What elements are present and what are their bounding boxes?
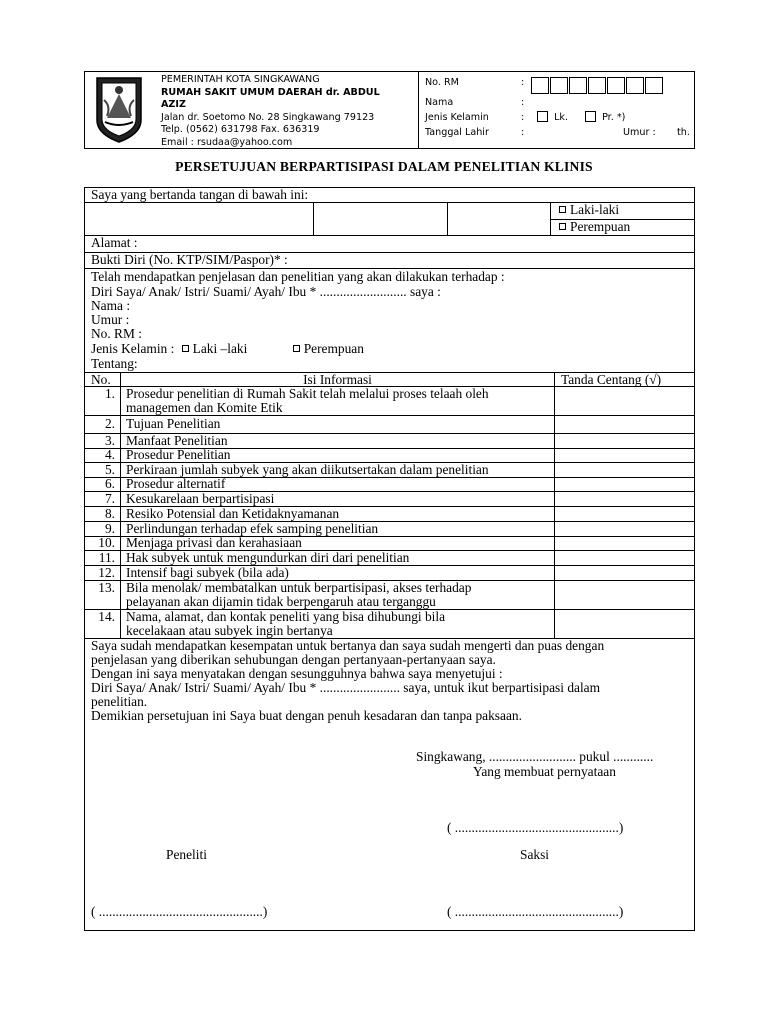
org-phone: Telp. (0562) 631798 Fax. 636319 <box>161 124 320 136</box>
subject-umur: Umur : <box>91 312 130 327</box>
row-number: 8. <box>104 506 115 521</box>
saksi-caption: Saksi <box>520 847 550 862</box>
no-rm-cells[interactable] <box>531 77 664 94</box>
consent-line: penjelasan yang diberikan sehubungan dengan pertanyaan-pertanyaan saya. <box>91 652 496 667</box>
jk-option-female[interactable]: Perempuan <box>293 341 364 356</box>
tanggal-lahir-label: Tanggal Lahir <box>425 127 489 138</box>
no-rm-label: No. RM <box>425 77 459 88</box>
row-text: Nama, alamat, dan kontak peneliti yang bisa dihubungi bila <box>126 609 446 624</box>
org-email: Email : rsudaa@yahoo.com <box>161 136 293 148</box>
umur-label: Umur : <box>623 127 656 138</box>
row-number: 4. <box>104 447 115 462</box>
row-text-cont: pelayanan akan dijamin tidak berpengaruh atau terganggu <box>126 594 436 609</box>
rm-digit-cell[interactable] <box>569 77 587 94</box>
org-hospital-name: RUMAH SAKIT UMUM DAERAH dr. ABDUL <box>161 86 380 98</box>
nama-label: Nama <box>425 97 454 108</box>
tentang-label: Tentang: <box>91 356 138 371</box>
row-text-cont: managemen dan Komite Etik <box>126 400 283 415</box>
place-time-field: Singkawang, .......................... pukul ............ <box>416 749 654 764</box>
colon: : <box>521 112 525 123</box>
rm-digit-cell[interactable] <box>607 77 625 94</box>
row-text: Bila menolak/ membatalkan untuk berpartisipasi, akses terhadap <box>126 580 472 595</box>
divider <box>120 372 121 638</box>
no-rm-row <box>425 76 525 90</box>
bukti-diri-field: Bukti Diri (No. KTP/SIM/Paspor)* : <box>91 252 288 267</box>
row-text: Intensif bagi subyek (bila ada) <box>126 565 289 580</box>
rm-digit-cell[interactable] <box>531 77 549 94</box>
colon: : <box>521 97 525 108</box>
jenis-kelamin-row <box>425 111 626 125</box>
checkbox-icon <box>559 206 566 213</box>
row-number: 2. <box>104 416 115 431</box>
divider <box>85 235 694 236</box>
row-number: 11. <box>98 550 115 565</box>
row-number: 5. <box>104 462 115 477</box>
row-number: 9. <box>104 521 115 536</box>
row-number: 13. <box>98 580 115 595</box>
saksi-signature-line: ( .................................................) <box>447 904 624 919</box>
row-text: Perkiraan jumlah subyek yang akan diikutsertakan dalam penelitian <box>126 462 489 477</box>
explanation-line-1: Telah mendapatkan penjelasan dan penelitian yang akan dilakukan terhadap : <box>91 269 505 284</box>
row-text: Manfaat Penelitian <box>126 433 228 448</box>
divider <box>447 202 448 235</box>
maker-caption: Yang membuat pernyataan <box>473 764 616 779</box>
row-text: Hak subyek untuk mengundurkan diri dari penelitian <box>126 550 410 565</box>
pr-checkbox[interactable] <box>585 111 596 122</box>
checkbox-icon <box>182 345 189 352</box>
row-text: Resiko Potensial dan Ketidaknyamanan <box>126 506 340 521</box>
checkbox-icon <box>559 223 566 230</box>
row-number: 1. <box>104 386 115 401</box>
patient-id-box <box>418 71 696 149</box>
jenis-kelamin-label: Jenis Kelamin <box>425 112 489 123</box>
rm-digit-cell[interactable] <box>626 77 644 94</box>
explanation-line-2: Diri Saya/ Anak/ Istri/ Suami/ Ayah/ Ibu * .......................... saya : <box>91 284 441 299</box>
peneliti-signature-line: ( .................................................) <box>91 904 268 919</box>
row-text: Prosedur penelitian di Rumah Sakit telah melalui proses telaah oleh <box>126 386 489 401</box>
row-text: Kesukarelaan berpartisipasi <box>126 491 275 506</box>
rm-digit-cell[interactable] <box>645 77 663 94</box>
consent-line: penelitian. <box>91 694 148 709</box>
pr-label: Pr. *) <box>602 112 626 123</box>
colon: : <box>521 77 525 88</box>
divider <box>313 202 314 235</box>
nama-row <box>425 96 525 110</box>
consent-line: Diri Saya/ Anak/ Istri/ Suami/ Ayah/ Ibu * ........................ saya, untuk ikut berpartisipasi dalam <box>91 680 601 695</box>
form-title: PERSETUJUAN BERPARTISIPASI DALAM PENELITIAN KLINIS <box>175 159 593 174</box>
row-number: 7. <box>104 491 115 506</box>
subject-no-rm: No. RM : <box>91 326 142 341</box>
divider <box>554 372 555 638</box>
subject-nama: Nama : <box>91 298 131 313</box>
row-text: Prosedur Penelitian <box>126 447 231 462</box>
divider <box>550 202 551 235</box>
signer-intro: Saya yang bertanda tangan di bawah ini: <box>91 187 309 202</box>
subject-jenis-kelamin: Jenis Kelamin : Laki –laki Perempuan <box>91 341 364 356</box>
gender-option-male[interactable]: Laki-laki <box>559 203 619 217</box>
col-header-no: No. <box>91 372 111 387</box>
row-number: 12. <box>98 565 115 580</box>
row-text: Perlindungan terhadap efek samping penelitian <box>126 521 379 536</box>
maker-signature-line: ( .................................................) <box>447 820 624 835</box>
peneliti-caption: Peneliti <box>166 847 207 862</box>
gender-option-female[interactable]: Perempuan <box>559 220 630 234</box>
th-label: th. <box>677 127 690 138</box>
consent-line: Dengan ini saya menyatakan dengan sesungguhnya bahwa saya menyetujui : <box>91 666 503 681</box>
jk-option-male[interactable]: Laki –laki <box>182 341 248 356</box>
row-text-cont: kecelakaan atau subyek ingin bertanya <box>126 623 333 638</box>
rm-digit-cell[interactable] <box>588 77 606 94</box>
row-text: Menjaga privasi dan kerahasiaan <box>126 535 302 550</box>
document-header <box>84 71 695 149</box>
row-text: Prosedur alternatif <box>126 476 226 491</box>
tanggal-lahir-row <box>425 126 690 140</box>
city-emblem-logo <box>93 76 145 144</box>
lk-label: Lk. <box>554 112 569 123</box>
consent-form <box>84 187 695 931</box>
row-number: 3. <box>104 433 115 448</box>
row-number: 6. <box>104 476 115 491</box>
hospital-info <box>161 74 413 150</box>
checkbox-icon <box>293 345 300 352</box>
org-government: PEMERINTAH KOTA SINGKAWANG <box>161 74 320 85</box>
col-header-info: Isi Informasi <box>303 372 372 387</box>
alamat-field: Alamat : <box>91 235 138 250</box>
row-number: 10. <box>98 535 115 550</box>
col-header-check: Tanda Centang (√) <box>561 372 662 387</box>
org-address: Jalan dr. Soetomo No. 28 Singkawang 79123 <box>161 111 375 123</box>
rm-digit-cell[interactable] <box>550 77 568 94</box>
colon: : <box>521 127 525 138</box>
org-hospital-name-cont: AZIZ <box>161 99 186 111</box>
consent-line: Saya sudah mendapatkan kesempatan untuk bertanya dan saya sudah mengerti dan puas dengan <box>91 638 605 653</box>
row-number: 14. <box>98 609 115 624</box>
consent-line: Demikian persetujuan ini Saya buat dengan penuh kesadaran dan tanpa paksaan. <box>91 708 522 723</box>
lk-checkbox[interactable] <box>537 111 548 122</box>
row-text: Tujuan Penelitian <box>126 416 221 431</box>
